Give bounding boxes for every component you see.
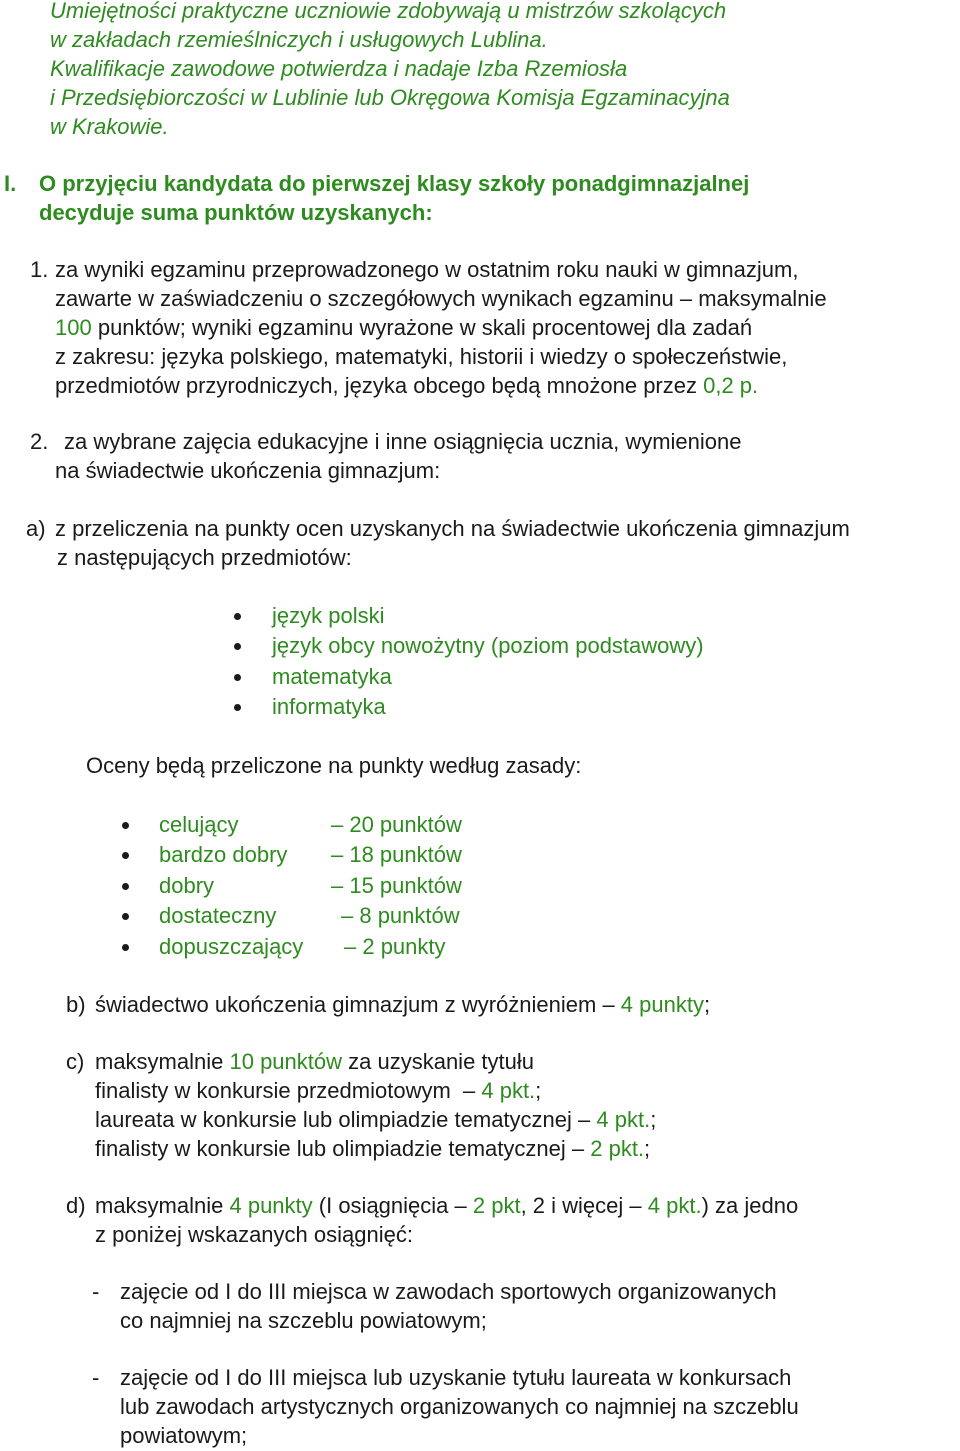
subject-item: język polski (272, 603, 385, 628)
subitem-d-part: maksymalnie (95, 1193, 230, 1218)
subitem-c-text (95, 1048, 534, 1076)
achievement-line: co najmniej na szczeblu powiatowym; (120, 1308, 487, 1333)
section-heading: decyduje suma punktów uzyskanych: (39, 200, 433, 225)
points-value: 4 pkt. (481, 1078, 536, 1103)
dash: – (448, 1193, 473, 1218)
dash: – (623, 1193, 648, 1218)
points-value: 4 pkt. (647, 1193, 702, 1218)
achievement-line: powiatowym; (120, 1423, 248, 1448)
intro-line: Kwalifikacje zawodowe potwierdza i nadaje Izba Rzemiosła (50, 56, 628, 81)
grade-points: – 18 punktów (331, 842, 462, 867)
dash-marker: - (92, 1279, 100, 1304)
bullet-icon (234, 704, 241, 711)
item1-text-part: punktów; wyniki egzaminu wyrażone w skali procentowej dla zadań (91, 315, 753, 340)
achievement-line: zajęcie od I do III miejsca w zawodach sportowych organizowanych (120, 1279, 777, 1304)
multiplier: 0,2 p. (703, 373, 759, 398)
grade-points: – 8 punktów (341, 903, 460, 928)
points-value: 2 pkt. (590, 1136, 645, 1161)
item-number: 1. (30, 257, 49, 282)
grade-name: dopuszczający (159, 934, 304, 959)
bullet-icon (122, 852, 129, 859)
section-heading: O przyjęciu kandydata do pierwszej klasy szkoły ponadgimnazjalnej (39, 171, 750, 196)
subitem-c-part: laureata w konkursie lub olimpiadzie tematycznej (95, 1107, 572, 1132)
punctuation: ; (703, 992, 711, 1017)
dash: – (571, 1107, 597, 1132)
item1-text: zawarte w zaświadczeniu o szczegółowych wynikach egzaminu – maksymalnie (55, 286, 827, 311)
subject-item: informatyka (272, 694, 386, 719)
section-number: I. (4, 171, 17, 196)
item2-text: za wybrane zajęcia edukacyjne i inne osiągnięcia ucznia, wymienione (64, 429, 742, 454)
punctuation: ; (650, 1107, 657, 1132)
intro-line: w Krakowie. (50, 114, 169, 139)
item1-text (55, 372, 758, 400)
subitem-a-text: z następujących przedmiotów: (57, 545, 352, 570)
bullet-icon (122, 822, 129, 829)
subitem-c-part: finalisty w konkursie przedmiotowym (95, 1078, 451, 1103)
subitem-c-line (95, 1135, 650, 1163)
grade-name: bardzo dobry (159, 842, 288, 867)
subitem-d-part: , 2 i więcej (520, 1193, 624, 1218)
grade-name: celujący (159, 812, 239, 837)
dash: – (565, 1136, 591, 1161)
subitem-c-part: maksymalnie (95, 1049, 230, 1074)
subitem-b-part: świadectwo ukończenia gimnazjum z wyróżnieniem (95, 992, 597, 1017)
subitem-d-text: z poniżej wskazanych osiągnięć: (95, 1222, 413, 1247)
points-value: 4 punkty (229, 1193, 313, 1218)
bullet-icon (122, 944, 129, 951)
punctuation: ; (644, 1136, 651, 1161)
subitem-d-part: ) za jedno (701, 1193, 799, 1218)
grade-points: – 15 punktów (331, 873, 462, 898)
subitem-label: c) (66, 1049, 85, 1074)
points-value: 4 pkt. (596, 1107, 651, 1132)
achievement-line: lub zawodach artystycznych organizowanych co najmniej na szczeblu (120, 1394, 799, 1419)
bullet-icon (122, 883, 129, 890)
max-points: 100 (55, 315, 92, 340)
subitem-c-part: za uzyskanie tytułu (342, 1049, 534, 1074)
subitem-d-text (95, 1192, 798, 1220)
bullet-icon (234, 643, 241, 650)
item-number: 2. (30, 429, 49, 454)
intro-line: Umiejętności praktyczne uczniowie zdobywają u mistrzów szkolących (50, 0, 727, 23)
grade-name: dobry (159, 873, 215, 898)
subitem-label: d) (66, 1193, 86, 1218)
grade-name: dostateczny (159, 903, 277, 928)
intro-line: w zakładach rzemieślniczych i usługowych Lublina. (50, 27, 548, 52)
bullet-icon (234, 613, 241, 620)
dash-marker: - (92, 1365, 100, 1390)
grades-intro: Oceny będą przeliczone na punkty według zasady: (86, 753, 582, 778)
points-value: 10 punktów (229, 1049, 343, 1074)
punctuation: ; (535, 1078, 542, 1103)
subitem-c-part: finalisty w konkursie lub olimpiadzie tematycznej (95, 1136, 566, 1161)
item2-text: na świadectwie ukończenia gimnazjum: (55, 458, 441, 483)
subitem-c-line (95, 1077, 541, 1105)
subject-item: matematyka (272, 664, 392, 689)
subitem-label: b) (66, 992, 86, 1017)
grade-points: – 2 punkty (344, 934, 446, 959)
item1-text: za wyniki egzaminu przeprowadzonego w ostatnim roku nauki w gimnazjum, (55, 257, 799, 282)
points-value: 4 punkty (620, 992, 704, 1017)
bullet-icon (122, 913, 129, 920)
bullet-icon (234, 674, 241, 681)
subitem-c-line (95, 1106, 656, 1134)
subitem-d-part: (I osiągnięcia (312, 1193, 449, 1218)
subitem-b-text (95, 991, 710, 1019)
item1-text-part: przedmiotów przyrodniczych, języka obcego będą mnożone przez (55, 373, 704, 398)
item1-text: z zakresu: języka polskiego, matematyki, historii i wiedzy o społeczeństwie, (55, 344, 788, 369)
subitem-a-text: z przeliczenia na punkty ocen uzyskanych na świadectwie ukończenia gimnazjum (55, 516, 850, 541)
intro-line: i Przedsiębiorczości w Lublinie lub Okręgowa Komisja Egzaminacyjna (50, 85, 730, 110)
item1-text (55, 314, 752, 342)
dash: – (450, 1078, 482, 1103)
subject-item: język obcy nowożytny (poziom podstawowy) (272, 633, 704, 658)
points-value: 2 pkt (472, 1193, 521, 1218)
grade-points: – 20 punktów (331, 812, 462, 837)
dash: – (596, 992, 621, 1017)
achievement-line: zajęcie od I do III miejsca lub uzyskanie tytułu laureata w konkursach (120, 1365, 792, 1390)
subitem-label: a) (26, 516, 46, 541)
